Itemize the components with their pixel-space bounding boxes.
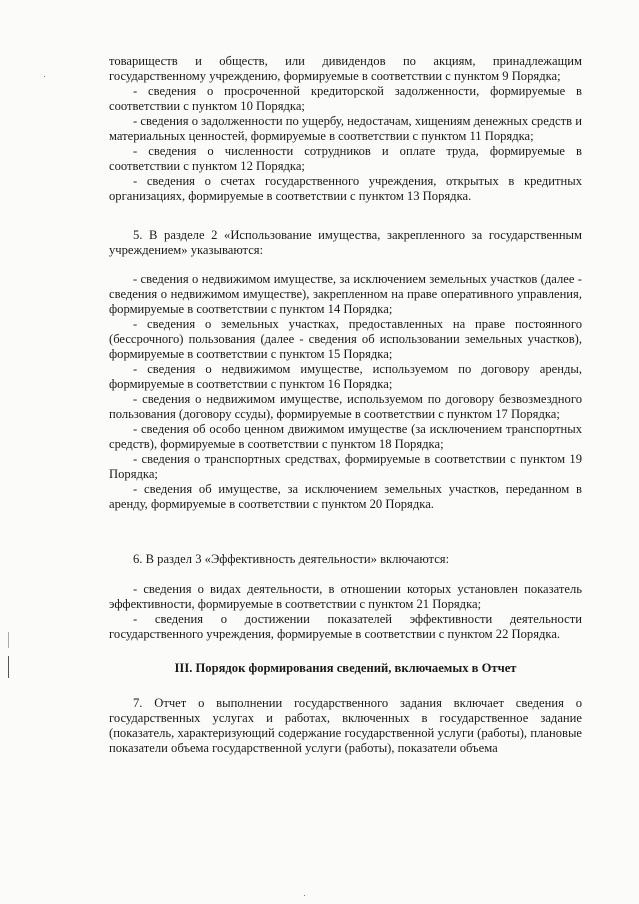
scan-artifact-dot	[304, 895, 305, 896]
paragraph-continuation: товариществ и обществ, или дивидендов по акциям, принадлежащим государственному учреждению, формируемые в соответствии с пунктом 9 Порядка;	[109, 54, 582, 83]
list-item: - сведения о достижении показателей эффективности деятельности государственного учреждения, формируемые в соответствии с пунктом 22 Порядка.	[109, 612, 582, 641]
list-item: - сведения о земельных участках, предоставленных на праве постоянного (бессрочного) пользования (далее - сведения об использовании земельных участков), формируемые в соответствии с пунктом 15 Порядка;	[109, 317, 582, 361]
clause-7: 7. Отчет о выполнении государственного задания включает сведения о государственных услугах и работах, включенных в государственное задание (показатель, характеризующий содержание государственной услуги (работы), плановые показатели объема государственной услуги (работы), показатели объема	[109, 696, 582, 755]
clause-5-intro: 5. В разделе 2 «Использование имущества, закрепленного за государственным учреждением» указываются:	[109, 228, 582, 257]
list-item: - сведения о недвижимом имуществе, используемом по договору аренды, формируемые в соответствии с пунктом 16 Порядка;	[109, 362, 582, 391]
binding-mark	[8, 632, 9, 648]
list-item: - сведения о просроченной кредиторской задолженности, формируемые в соответствии с пунктом 10 Порядка;	[109, 84, 582, 113]
list-item: - сведения о транспортных средствах, формируемые в соответствии с пунктом 19 Порядка;	[109, 452, 582, 481]
clause-6-intro: 6. В раздел 3 «Эффективность деятельности» включаются:	[133, 552, 450, 566]
scan-artifact-dot	[44, 76, 45, 77]
section-heading: III. Порядок формирования сведений, включаемых в Отчет	[174, 661, 517, 675]
list-item: - сведения о недвижимом имуществе, используемом по договору безвозмездного пользования (договору ссуды), формируемые в соответствии с пунктом 17 Порядка;	[109, 392, 582, 421]
list-item: - сведения о видах деятельности, в отношении которых установлен показатель эффективности, формируемые в соответствии с пунктом 21 Порядка;	[109, 582, 582, 611]
list-item: - сведения о численности сотрудников и оплате труда, формируемые в соответствии с пунктом 12 Порядка;	[109, 144, 582, 173]
list-item: - сведения о счетах государственного учреждения, открытых в кредитных организациях, формируемые в соответствии с пунктом 13 Порядка.	[109, 174, 582, 203]
list-item: - сведения о задолженности по ущербу, недостачам, хищениям денежных средств и материальных ценностей, формируемые в соответствии с пунктом 11 Порядка;	[109, 114, 582, 143]
list-item: - сведения об имуществе, за исключением земельных участков, переданном в аренду, формируемые в соответствии с пунктом 20 Порядка.	[109, 482, 582, 511]
list-item: - сведения об особо ценном движимом имуществе (за исключением транспортных средств), формируемые в соответствии с пунктом 18 Порядка;	[109, 422, 582, 451]
list-item: - сведения о недвижимом имуществе, за исключением земельных участков (далее - сведения о недвижимом имуществе), закрепленном на праве оперативного управления, формируемые в соответствии с пунктом 14 Порядка;	[109, 272, 582, 316]
binding-mark	[8, 656, 9, 678]
document-page	[109, 54, 582, 756]
